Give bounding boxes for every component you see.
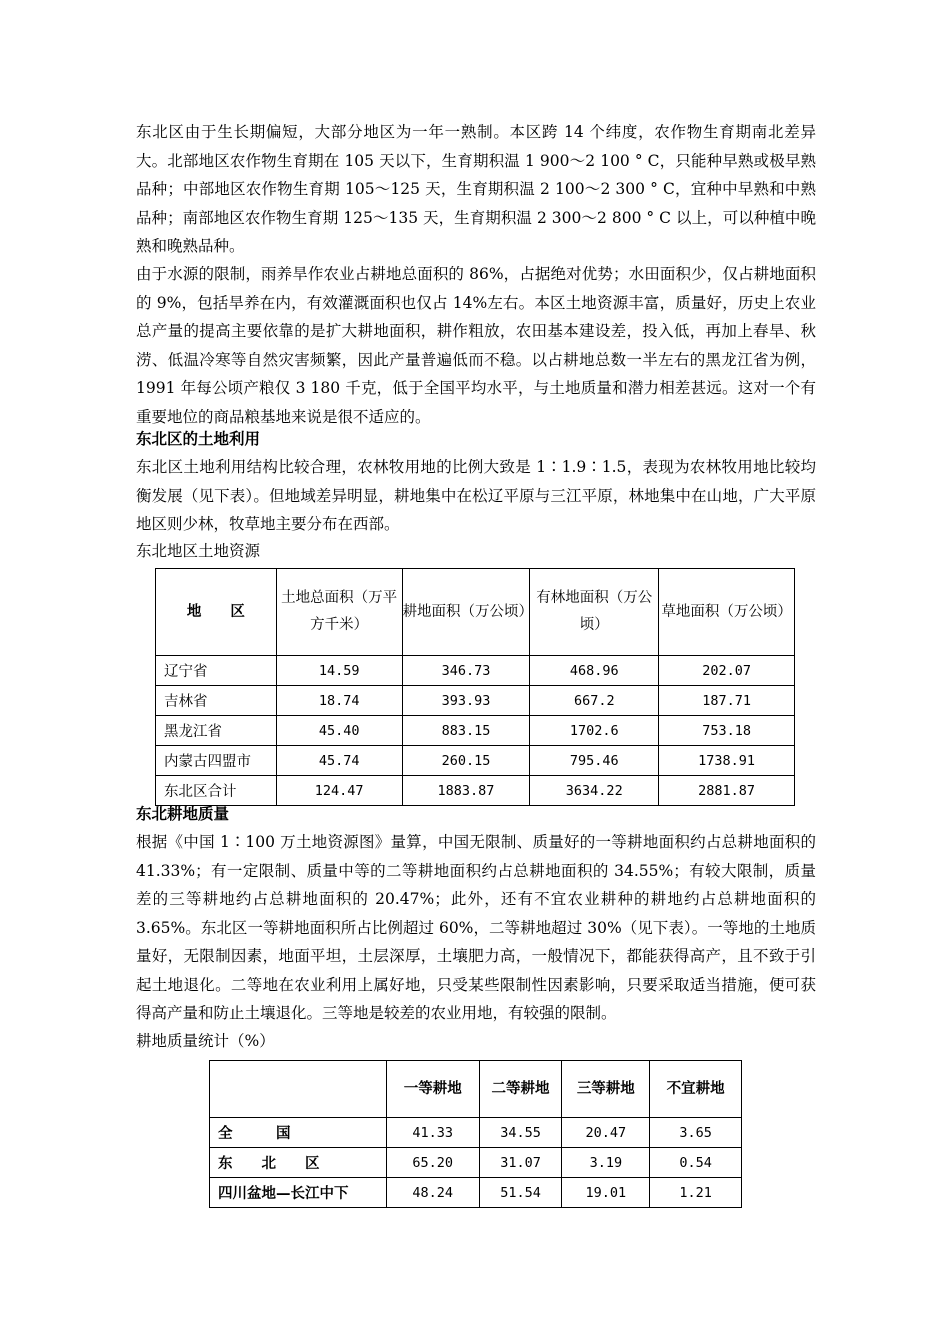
column-header: 耕地面积（万公顷）	[402, 569, 530, 656]
land-resources-table	[155, 568, 795, 806]
table-cell: 吉林省	[156, 686, 277, 716]
column-header: 地 区	[156, 569, 277, 656]
table-cell: 3.19	[562, 1148, 650, 1178]
table-cell: 346.73	[402, 656, 530, 686]
table-cell: 45.40	[276, 716, 402, 746]
column-header: 不宜耕地	[650, 1061, 742, 1118]
table-row	[156, 746, 795, 776]
table-cell: 1738.91	[659, 746, 795, 776]
table-cell: 14.59	[276, 656, 402, 686]
table-cell: 260.15	[402, 746, 530, 776]
table-cell: 18.74	[276, 686, 402, 716]
table-cell: 393.93	[402, 686, 530, 716]
table-cell: 19.01	[562, 1178, 650, 1208]
column-header: 三等耕地	[562, 1061, 650, 1118]
column-header: 土地总面积（万平方千米）	[276, 569, 402, 656]
section-heading-land-use: 东北区的土地利用	[136, 430, 261, 448]
table-cell: 1.21	[650, 1178, 742, 1208]
column-header: 二等耕地	[479, 1061, 562, 1118]
table-cell: 65.20	[386, 1148, 479, 1178]
table-cell: 753.18	[659, 716, 795, 746]
table-row	[210, 1148, 742, 1178]
table-cell: 187.71	[659, 686, 795, 716]
table-cell: 黑龙江省	[156, 716, 277, 746]
table-cell: 3.65	[650, 1118, 742, 1148]
paragraph-water-limits: 由于水源的限制，雨养旱作农业占耕地总面积的 86%，占据绝对优势；水田面积少，仅占耕地面积的 9%，包括旱养在内，有效灌溉面积也仅占 14%左右。本区土地资源丰富，质量好，历史上农业总产量的提高主要依靠的是扩大耕地面积，耕作粗放，农田基本建设差，投入低，再加上春旱、秋涝、低温冷寒等自然灾害频繁，因此产量普遍低而不稳。以占耕地总数一半左右的黑龙江省为例，1991 年每公顷产粮仅 3 180 千克，低于全国平均水平，与土地质量和潜力相差甚远。这对一个有重要地位的商品粮基地来说是很不适应的。	[136, 265, 816, 426]
table-header-row	[210, 1061, 742, 1118]
section-heading-farmland-quality: 东北耕地质量	[136, 805, 230, 823]
table-cell: 34.55	[479, 1118, 562, 1148]
paragraph-growing-season: 东北区由于生长期偏短，大部分地区为一年一熟制。本区跨 14 个纬度，农作物生育期南北差异大。北部地区农作物生育期在 105 天以下，生育期积温 1 900～2 100 ° C，只能种早熟或极早熟品种；中部地区农作物生育期 105～125 天，生育期积温 2 100～2 300 ° C，宜种中早熟和中熟品种；南部地区农作物生育期 125～135 天，生育期积温 2 300～2 800 ° C 以上，可以种植中晚熟和晚熟品种。	[136, 123, 816, 255]
table-row	[156, 656, 795, 686]
table-cell: 0.54	[650, 1148, 742, 1178]
paragraph-farmland-quality: 根据《中国 1∶100 万土地资源图》量算，中国无限制、质量好的一等耕地面积约占总耕地面积的 41.33%；有一定限制、质量中等的二等耕地面积约占总耕地面积的 34.55%；有较大限制，质量差的三等耕地约占总耕地面积的 20.47%；此外，还有不宜农业耕种的耕地约占总耕地面积的 3.65%。东北区一等耕地面积所占比例超过 60%，二等耕地超过 30%（见下表）。一等地的土地质量好，无限制因素，地面平坦，土层深厚，土壤肥力高，一般情况下，都能获得高产，且不致于引起土地退化。二等地在农业利用上属好地，只受某些限制性因素影响，只要采取适当措施，便可获得高产量和防止土壤退化。三等地是较差的农业用地，有较强的限制。	[136, 833, 816, 1022]
table-cell: 41.33	[386, 1118, 479, 1148]
table-cell: 124.47	[276, 776, 402, 806]
table-cell: 51.54	[479, 1178, 562, 1208]
table-caption-land-resources: 东北地区土地资源	[136, 542, 261, 560]
column-header: 草地面积（万公顷）	[659, 569, 795, 656]
table-cell: 48.24	[386, 1178, 479, 1208]
farmland-quality-table	[209, 1060, 742, 1208]
table-cell: 795.46	[530, 746, 659, 776]
table-row	[156, 686, 795, 716]
column-header: 一等耕地	[386, 1061, 479, 1118]
table-row	[210, 1178, 742, 1208]
column-header	[210, 1061, 387, 1118]
table-cell: 20.47	[562, 1118, 650, 1148]
table-cell: 1883.87	[402, 776, 530, 806]
table-cell: 45.74	[276, 746, 402, 776]
table-cell: 东 北 区	[210, 1148, 387, 1178]
table-cell: 全 国	[210, 1118, 387, 1148]
column-header: 有林地面积（万公顷）	[530, 569, 659, 656]
table-cell: 内蒙古四盟市	[156, 746, 277, 776]
table-cell: 1702.6	[530, 716, 659, 746]
table-row	[156, 776, 795, 806]
table-caption-farmland-quality: 耕地质量统计（%）	[136, 1032, 275, 1050]
table-cell: 31.07	[479, 1148, 562, 1178]
table-cell: 2881.87	[659, 776, 795, 806]
table-cell: 202.07	[659, 656, 795, 686]
table-cell: 东北区合计	[156, 776, 277, 806]
table-cell: 3634.22	[530, 776, 659, 806]
table-cell: 883.15	[402, 716, 530, 746]
table-cell: 468.96	[530, 656, 659, 686]
paragraph-land-use: 东北区土地利用结构比较合理，农林牧用地的比例大致是 1∶1.9∶1.5，表现为农林牧用地比较均衡发展（见下表）。但地域差异明显，耕地集中在松辽平原与三江平原，林地集中在山地，广大平原地区则少林，牧草地主要分布在西部。	[136, 458, 816, 533]
table-row	[210, 1118, 742, 1148]
table-cell: 四川盆地—长江中下	[210, 1178, 387, 1208]
table-row	[156, 716, 795, 746]
table-cell: 辽宁省	[156, 656, 277, 686]
table-cell: 667.2	[530, 686, 659, 716]
table-header-row	[156, 569, 795, 656]
